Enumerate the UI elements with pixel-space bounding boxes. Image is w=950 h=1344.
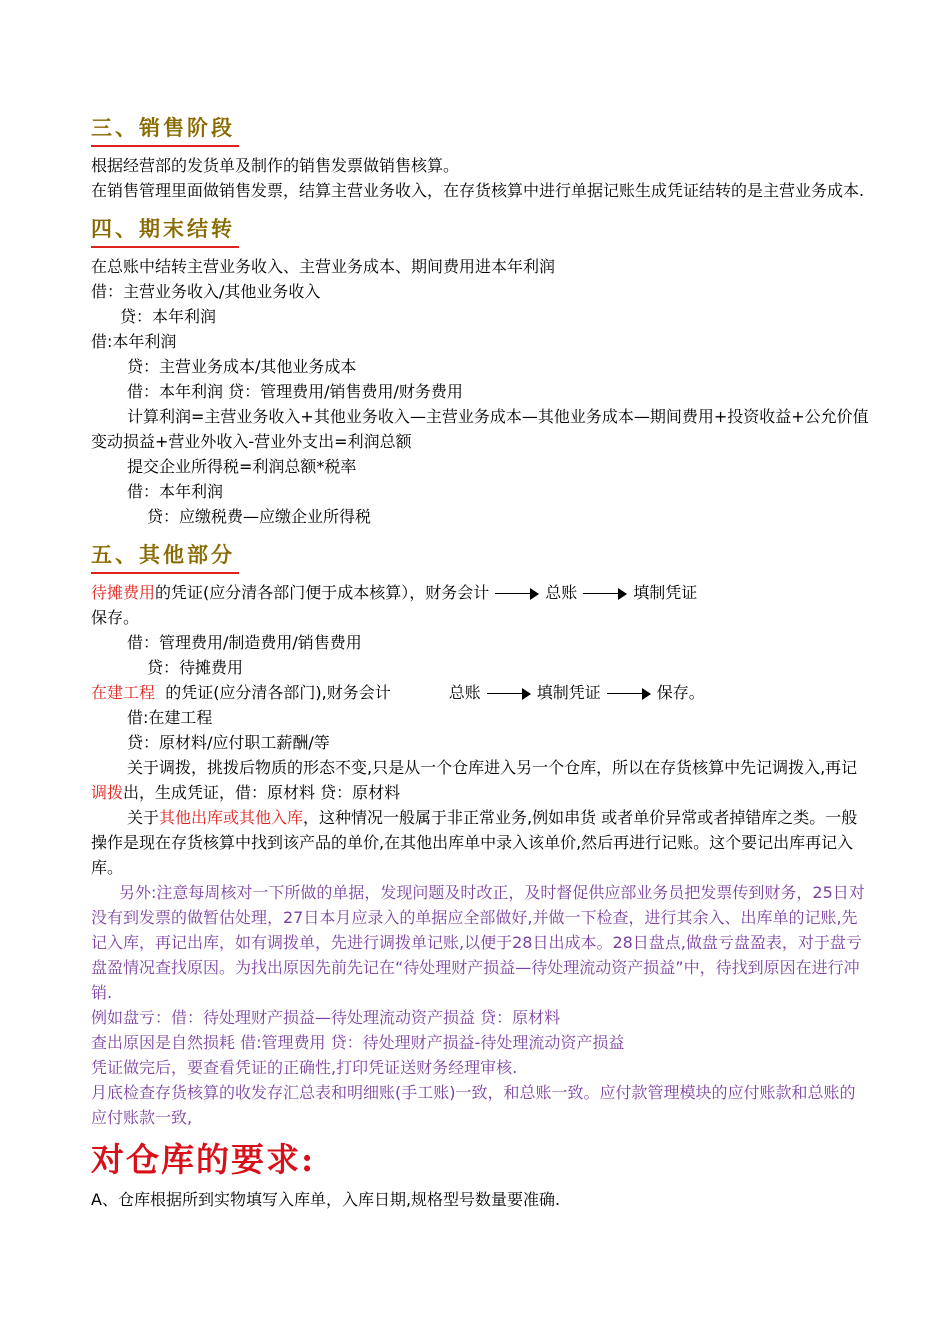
highlight-text: 调拨 bbox=[91, 783, 124, 802]
text: 总账 bbox=[545, 583, 578, 602]
text: ，这种情况一般属于非正常业务,例如串货 或者单价异常或者掉错库之类。一般操作是现在存货核算中找到该产品的单价,在其他出库单中录入该单价,然后再进行记账。这个要记出库再记入库。 bbox=[91, 808, 858, 877]
journal-line: 借:本年利润 bbox=[91, 332, 177, 351]
text: 保存。 bbox=[91, 608, 140, 627]
paragraph bbox=[91, 580, 871, 630]
text: 的凭证(应分清各部门),财务会计 bbox=[165, 683, 391, 702]
journal-line: 贷：原材料/应付职工薪酬/等 bbox=[127, 733, 330, 752]
section-heading-other: 五、其他部分 bbox=[91, 539, 239, 574]
journal-line: 贷：待摊费用 bbox=[147, 658, 244, 677]
arrow-right-icon bbox=[607, 688, 651, 700]
formula-line: 计算利润=主营业务收入+其他业务收入—主营业务成本—其他业务成本—期间费用+投资收益+公允价值变动损益+营业外收入-营业外支出=利润总额 bbox=[91, 407, 869, 451]
note-line: 查出原因是自然损耗 借:管理费用 贷：待处理财产损益-待处理流动资产损益 bbox=[91, 1033, 625, 1052]
highlight-text: 待摊费用 bbox=[91, 583, 156, 602]
journal-line: 贷：主营业务成本/其他业务成本 bbox=[127, 357, 357, 376]
journal-line: 借：本年利润 bbox=[127, 482, 224, 501]
text: 保存。 bbox=[656, 683, 705, 702]
text: 关于调拨，挑拨后物质的形态不变,只是从一个仓库进入另一个仓库，所以在存货核算中先记调拨入,再记 bbox=[127, 758, 858, 777]
arrow-right-icon bbox=[487, 688, 531, 700]
paragraph bbox=[91, 680, 871, 705]
text: 的凭证(应分清各部门便于成本核算），财务会计 bbox=[155, 583, 490, 602]
journal-line: 借：管理费用/制造费用/销售费用 bbox=[127, 633, 362, 652]
text: 关于 bbox=[127, 808, 160, 827]
highlight-text: 其他出库或其他入库 bbox=[159, 808, 304, 827]
journal-line: 借:在建工程 bbox=[127, 708, 213, 727]
section-heading-period-end: 四、期末结转 bbox=[91, 213, 239, 248]
journal-line: 借：本年利润 贷：管理费用/销售费用/财务费用 bbox=[127, 382, 463, 401]
journal-line: 借：主营业务收入/其他业务收入 bbox=[91, 282, 321, 301]
paragraph: A、仓库根据所到实物填写入库单，入库日期,规格型号数量要准确. bbox=[91, 1190, 561, 1209]
arrow-right-icon bbox=[495, 588, 539, 600]
text: 出，生成凭证，借：原材料 贷：原材料 bbox=[123, 783, 401, 802]
section-heading-sales: 三、销售阶段 bbox=[91, 112, 239, 147]
arrow-right-icon bbox=[583, 588, 627, 600]
text: 填制凭证 bbox=[536, 683, 601, 702]
paragraph: 在销售管理里面做销售发票，结算主营业务收入，在存货核算中进行单据记账生成凭证结转的是主营业务成本. bbox=[91, 181, 865, 200]
text: 填制凭证 bbox=[633, 583, 698, 602]
note-line: 凭证做完后，要查看凭证的正确性,打印凭证送财务经理审核. bbox=[91, 1058, 518, 1077]
warehouse-title: 对仓库的要求: bbox=[91, 1140, 316, 1179]
paragraph bbox=[91, 805, 871, 880]
highlight-text: 在建工程 bbox=[91, 683, 156, 702]
document-page bbox=[91, 108, 871, 1212]
note-line: 例如盘亏：借：待处理财产损益—待处理流动资产损益 贷：原材料 bbox=[91, 1008, 561, 1027]
paragraph: 在总账中结转主营业务收入、主营业务成本、期间费用进本年利润 bbox=[91, 257, 556, 276]
journal-line: 贷：应缴税费—应缴企业所得税 bbox=[147, 507, 372, 526]
text: 总账 bbox=[448, 683, 481, 702]
paragraph bbox=[91, 755, 871, 805]
journal-line: 贷：本年利润 bbox=[120, 307, 217, 326]
formula-line: 提交企业所得税=利润总额*税率 bbox=[127, 457, 357, 476]
paragraph: 根据经营部的发货单及制作的销售发票做销售核算。 bbox=[91, 156, 460, 175]
note-paragraph: 另外:注意每周核对一下所做的单据，发现问题及时改正，及时督促供应部业务员把发票传到财务，25日对没有到发票的做暂估处理，27日本月应录入的单据应全部做好,并做一下检查，进行其余入、出库单的记账,先记入库，再记出库，如有调拨单，先进行调拨单记账,以便于28日出成本。28日盘点,做盘亏盘盈表，对于盘亏盘盈情况查找原因。为找出原因先前先记在“待处理财产损益—待处理流动资产损益”中，待找到原因在进行冲销. bbox=[91, 883, 865, 1002]
note-line: 月底检查存货核算的收发存汇总表和明细账(手工账)一致，和总账一致。应付款管理模块的应付账款和总账的应付账款一致, bbox=[91, 1083, 856, 1127]
